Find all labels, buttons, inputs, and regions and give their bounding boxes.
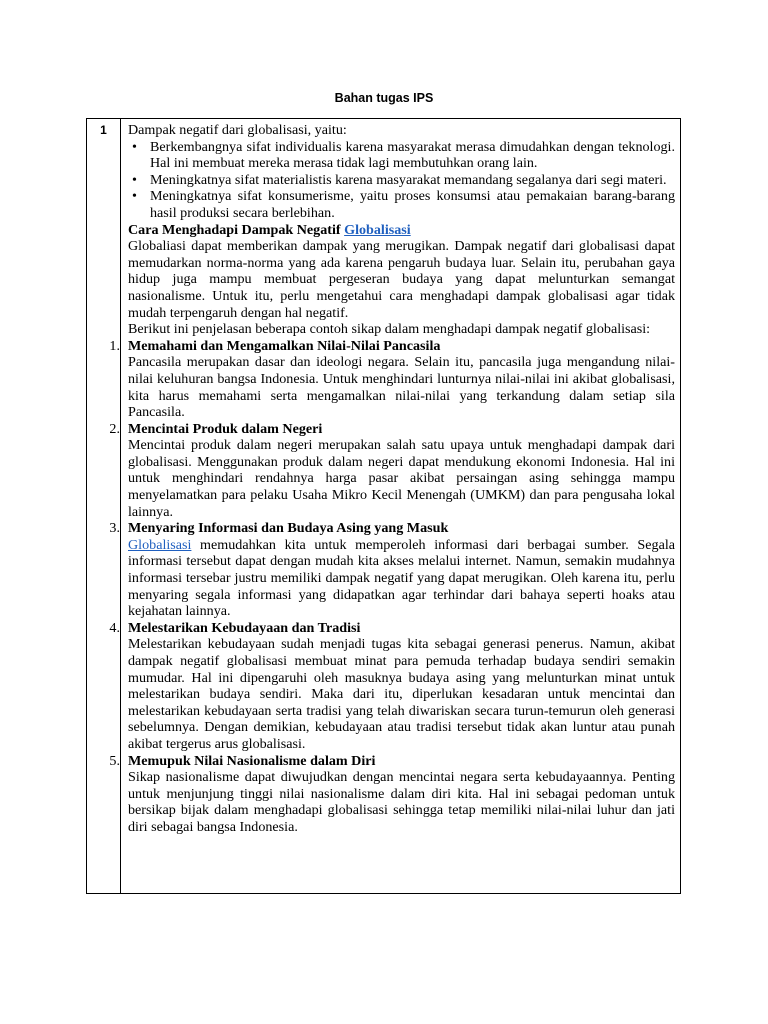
item-number: 1.: [109, 337, 120, 354]
bullet-item: [128, 188, 675, 221]
bullet-item: [128, 139, 675, 172]
row-content: [109, 122, 675, 836]
item-number: 3.: [109, 520, 120, 537]
item-body: Sikap nasionalisme dapat diwujudkan dengan mencintai negara serta kebudayaannya. Penting untuk menjunjung tinggi nilai nasionalisme dalam diri kita. Hal ini sebagai pedoman untuk bersikap bijak dalam menghadapi globalisasi sehingga tetap memiliki nilai-nilai luhur dan jati diri sebagai bangsa Indonesia.: [128, 769, 675, 835]
section-heading: [128, 222, 675, 239]
item-body: Melestarikan kebudayaan sudah menjadi tugas kita sebagai generasi penerus. Namun, akibat dampak negatif globalisasi membuat minat para pemuda terhadap budaya sendiri semakin mumudar. Hal ini dipengaruhi oleh masuknya budaya asing yang melunturkan minat untuk melestarikan budaya sendiri. Maka dari itu, diperlukan kesadaran untuk mencintai dan melestarikan kebudayaan serta tradisi yang telah diwariskan secara turun-temurun oleh generasi sebelumnya. Dengan demikian, kebudayaan atau tradisi tersebut tidak akan luntur atau punah akibat tergerus arus globalisasi.: [128, 636, 675, 752]
item-title: Melestarikan Kebudayaan dan Tradisi: [128, 619, 361, 636]
column-divider: [120, 119, 121, 893]
bullet-icon: •: [132, 138, 137, 155]
section-paragraph-2: Berikut ini penjelasan beberapa contoh sikap dalam menghadapi dampak negatif globalisasi:: [128, 321, 651, 338]
item-body: [128, 537, 675, 620]
numbered-item: [109, 520, 675, 620]
globalisasi-body-link[interactable]: Globalisasi: [128, 536, 192, 553]
item-number: 4.: [109, 619, 120, 636]
bullet-text: Berkembangnya sifat individualis karena masyarakat merasa dimudahkan dengan teknologi. Hal ini membuat mereka merasa tidak lagi membutuhkan orang lain.: [150, 138, 675, 172]
item-title: Mencintai Produk dalam Negeri: [128, 420, 323, 437]
bullet-text: Meningkatnya sifat konsumerisme, yaitu proses konsumsi atau pemakaian barang-barang hasil produksi secara berlebihan.: [150, 188, 675, 221]
item-body: Mencintai produk dalam negeri merupakan salah satu upaya untuk menghadapi dampak dari globalisasi. Menggunakan produk dalam negeri dapat mendukung ekonomi Indonesia. Hal ini untuk menghindari rendahnya harga pasar akibat persaingan asing sehingga mampu menyelamatkan para pelaku Usaha Mikro Kecil Menengah (UMKM) dan para pengusaha lokal lainnya.: [128, 437, 675, 520]
row-number: 1: [100, 123, 107, 137]
page-title: Bahan tugas IPS: [334, 91, 434, 105]
bullet-icon: •: [132, 171, 137, 188]
bullet-item: [128, 172, 675, 189]
intro-text: Dampak negatif dari globalisasi, yaitu:: [128, 122, 347, 138]
item-title: Memahami dan Mengamalkan Nilai-Nilai Pancasila: [128, 337, 441, 354]
numbered-item: [109, 752, 675, 836]
item-number: 5.: [109, 752, 120, 769]
bullet-icon: •: [132, 188, 137, 205]
globalisasi-link[interactable]: Globalisasi: [344, 221, 411, 238]
negative-impact-list: [128, 139, 675, 222]
section-paragraph: Globaliasi dapat memberikan dampak yang merugikan. Dampak negatif dari globalisasi dapat memudarkan norma-norma yang ada karena pengaruh budaya luar. Selain itu, perubahan gaya hidup juga mampu membuat pergeseran budaya yang dapat melunturkan semangat nasionalisme. Untuk itu, perlu mengetahui cara menghadapi dampak globalisasi agar tidak mudah terpengaruh dengan hal negatif.: [128, 238, 675, 321]
item-number: 2.: [109, 420, 120, 437]
numbered-item: [109, 420, 675, 521]
content-table: [86, 118, 681, 894]
item-body: Pancasila merupakan dasar dan ideologi negara. Selain itu, pancasila juga mengandung nilai-nilai keluhuran bangsa Indonesia. Untuk menghindari lunturnya nilai-nilai ini akibat globalisasi, kita harus memahami serta mengamalkan nilai-nilai yang terkandung dalam setiap sila Pancasila.: [128, 354, 675, 421]
section-heading-text: Cara Menghadapi Dampak Negatif: [128, 221, 341, 238]
item-body-text: memudahkan kita untuk memperoleh informasi dari berbagai sumber. Segala informasi tersebut dapat dengan mudah kita akses melalui internet. Namun, semakin mudahnya informasi tersebar justru memiliki dampak negatif yang dapat merugikan. Oleh karena itu, perlu menyaring segala informasi yang didapatkan agar terhindar dari bahaya seperti hoaks atau kejahatan lainnya.: [128, 536, 675, 620]
item-title: Menyaring Informasi dan Budaya Asing yang Masuk: [128, 520, 449, 537]
numbered-item: [109, 337, 675, 421]
item-title: Memupuk Nilai Nasionalisme dalam Diri: [128, 752, 376, 769]
numbered-item: [109, 619, 675, 753]
bullet-text: Meningkatnya sifat materialistis karena masyarakat memandang segalanya dari segi materi.: [150, 171, 667, 188]
